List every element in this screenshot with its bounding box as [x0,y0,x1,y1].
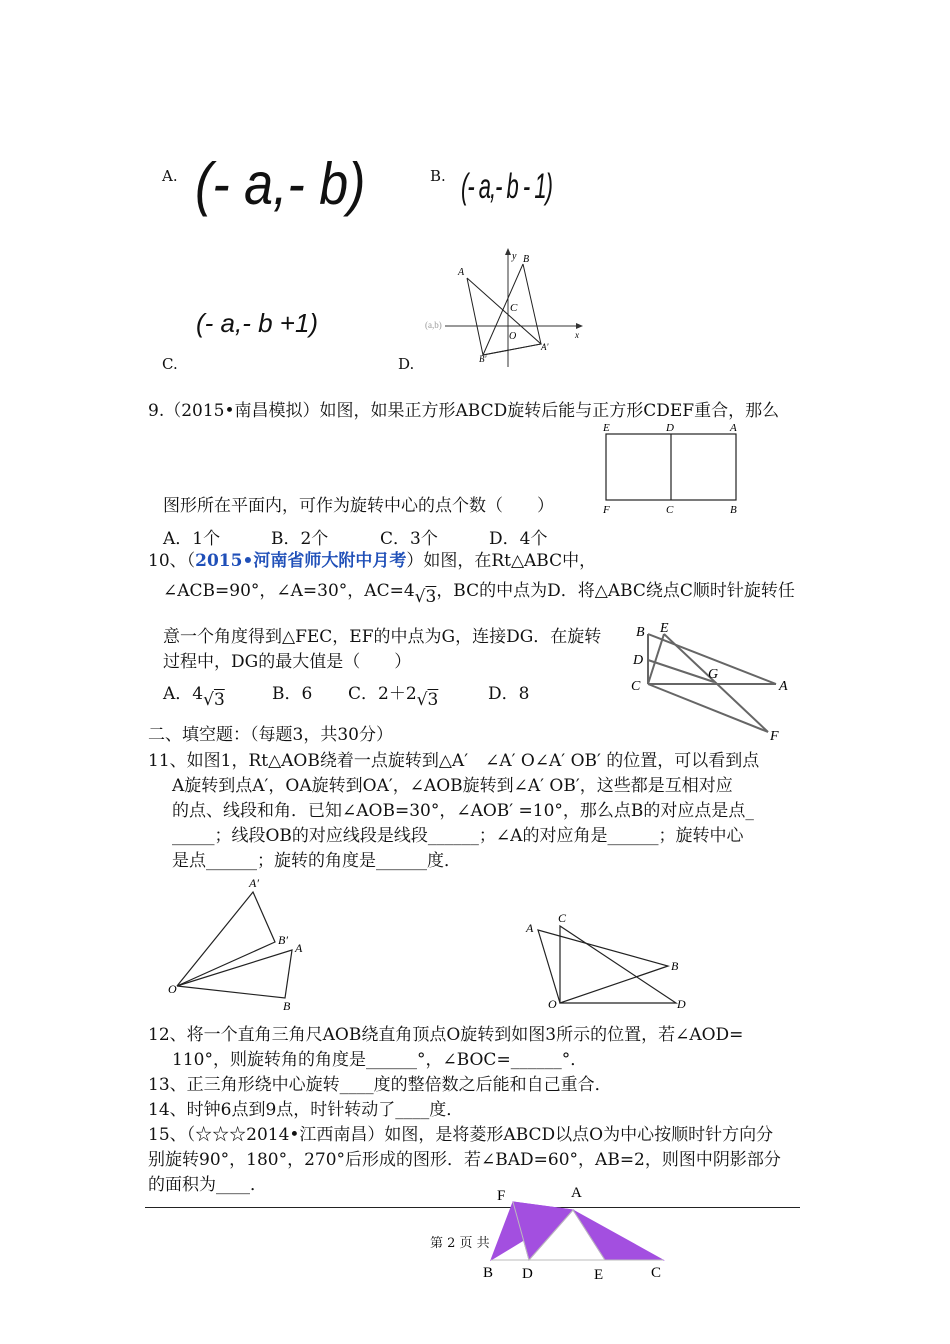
q10-figure [628,620,800,742]
fig11a-label-a-prime: A′ [249,876,259,890]
q11-line-5: 是点______；旋转的角度是______度． [172,851,461,871]
q12-line-1: 12、将一个直角三角尺AOB绕直角顶点O旋转到如图3所示的位置，若∠AOD= [148,1025,744,1045]
graph-label-a: A [458,267,465,278]
page-footer: 第 2 页 共 [430,1236,490,1251]
q8-option-c-label: C. [162,355,178,373]
q11-line-3: 的点、线段和角．已知∠AOB=30°，∠AOB′ =10°，那么点B的对应点是点_ [172,801,754,821]
q15-line-3: 的面积为____． [148,1175,267,1195]
fig11b-label-o: O [548,997,557,1011]
fig15-label-e: E [594,1267,604,1283]
q8-option-d-label: D. [398,355,415,373]
fig11b-label-b: B [671,959,679,973]
q11-figure-2 [520,908,700,1013]
q9-text: 9.（2015•南昌模拟）如图，如果正方形ABCD旋转后能与正方形CDEF重合，那么 [148,401,780,421]
fig9-label-b: B [730,504,737,516]
q10-line-1: 10、（2015•河南省师大附中月考）如图，在Rt△ABC中， [148,551,597,571]
graph-label-point: (a,b) [425,320,442,330]
fig10-label-c: C [631,679,641,694]
fig15-label-d: D [522,1266,533,1282]
q9-text-2: 图形所在平面内，可作为旋转中心的点个数（ ） [163,496,554,516]
q14-text: 14、时钟6点到9点，时针转动了____度． [148,1100,464,1120]
q11-line-2: A旋转到点A′，OA旋转到OA′，∠AOB旋转到∠A′ OB′，这些都是互相对应 [172,776,733,796]
q10-line-4: 过程中，DG的最大值是（ ） [163,652,412,672]
fig11b-label-d: D [677,997,686,1011]
q12-line-2: 110°，则旋转角的角度是______°，∠BOC=______°． [172,1050,588,1070]
fig11b-label-a: A [526,921,534,935]
q11-line-4: _____；线段OB的对应线段是线段______；∠A的对应角是______；旋转中心 [172,826,744,846]
fig15-label-f: F [497,1188,506,1204]
fig11a-label-o: O [168,982,177,996]
fig15-label-c: C [651,1265,662,1281]
fig9-label-e: E [603,422,610,434]
q10-option-a: A．4√3 [163,684,225,710]
fig10-label-b: B [636,625,645,640]
fig15-label-a: A [571,1185,582,1201]
fig9-label-c: C [666,504,674,516]
q8-option-b-expr: (- a,- b - 1) [461,166,552,206]
graph-label-y: y [512,251,517,262]
q10-line-2: ∠ACB=90°，∠A=30°，AC=4√3，BC的中点为D．将△ABC绕点C顺时针旋转任 [163,581,795,607]
fig11a-label-b-prime: B′ [278,933,288,947]
q8-option-d-graph [425,242,590,372]
q9-option-d: D．4个 [489,529,548,549]
q10-option-b: B．6 [272,684,313,704]
q15-line-1: 15、（☆☆☆2014•江西南昌）如图，是将菱形ABCD以点O为中心按顺时针方向分 [148,1125,774,1145]
q10-option-d: D．8 [488,684,530,704]
graph-label-a-prime: A' [541,342,549,352]
fig11b-label-c: C [558,911,567,925]
fig11a-label-a: A [295,941,303,955]
q10-line-3: 意一个角度得到△FEC，EF的中点为G，连接DG．在旋转 [163,627,602,647]
fig10-label-g: G [708,667,719,682]
fig9-label-d: D [666,422,674,434]
fig9-label-a: A [730,422,737,434]
q9-option-a: A．1个 [163,529,221,549]
q15-figure [475,1180,675,1285]
fig15-label-b: B [483,1265,494,1281]
q8-option-c-expr: (- a,- b +1) [196,308,319,338]
fig10-label-a: A [779,679,788,694]
q9-figure [598,420,746,520]
q8-option-a-label: A. [162,167,178,185]
fig11a-label-b: B [283,999,291,1012]
q11-line-1: 11、如图1，Rt△AOB绕着一点旋转到△A′ ∠A′ O∠A′ OB′ 的位置，可以看到点 [148,751,760,771]
graph-label-x: x [575,330,579,340]
graph-label-o: O [509,331,517,342]
fig10-label-d: D [633,653,644,668]
q10-source: 2015•河南省师大附中月考 [195,551,407,571]
q8-option-b-label: B. [430,167,446,185]
fig10-label-f: F [770,729,779,742]
footer-rule [145,1207,800,1208]
graph-label-b-prime: B' [479,354,487,364]
q9-option-c: C．3个 [380,529,438,549]
fig10-label-e: E [660,621,669,636]
q13-text: 13、正三角形绕中心旋转____度的整倍数之后能和自己重合． [148,1075,612,1095]
q9-option-b: B．2个 [271,529,329,549]
q8-option-a-expr: (- a,- b) [195,151,366,218]
fig9-label-f: F [603,504,610,516]
q15-line-2: 别旋转90°，180°，270°后形成的图形．若∠BAD=60°，AB=2，则图中阴影部分 [148,1150,781,1170]
q11-figure-1 [165,872,315,1012]
section-2-heading: 二、填空题：（每题3，共30分） [148,725,393,745]
q10-option-c: C．2＋2√3 [348,684,439,710]
graph-label-c: C [510,302,518,314]
graph-label-b: B [523,254,530,265]
